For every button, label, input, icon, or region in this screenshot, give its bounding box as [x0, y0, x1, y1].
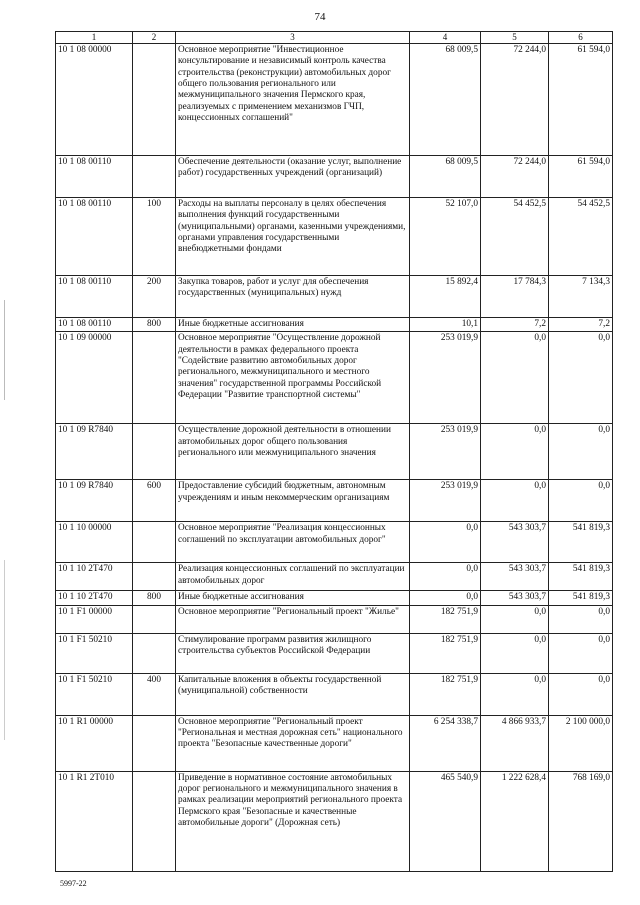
table-row [56, 480, 613, 522]
table-row [56, 275, 613, 317]
amount-year1-cell: 68 009,5 [410, 43, 481, 155]
table-row [56, 715, 613, 771]
item-name-cell: Предоставление субсидий бюджетным, автономным учреждениям и иным некоммерческим организациям [176, 480, 410, 522]
amount-year2-cell: 7,2 [481, 317, 549, 331]
item-name-cell: Основное мероприятие "Региональный проект "Жилье" [176, 605, 410, 633]
table-row [56, 317, 613, 331]
amount-year3-cell: 7 134,3 [549, 275, 613, 317]
amount-year2-cell: 0,0 [481, 673, 549, 715]
budget-code-cell: 10 1 F1 50210 [56, 633, 133, 673]
budget-code-cell: 10 1 F1 50210 [56, 673, 133, 715]
amount-year1-cell: 465 540,9 [410, 771, 481, 871]
item-name-cell: Иные бюджетные ассигнования [176, 591, 410, 605]
expense-type-cell: 200 [133, 275, 176, 317]
amount-year1-cell: 68 009,5 [410, 155, 481, 197]
expense-type-cell: 800 [133, 317, 176, 331]
column-header: 2 [133, 32, 176, 44]
expense-type-cell: 400 [133, 673, 176, 715]
budget-code-cell: 10 1 F1 00000 [56, 605, 133, 633]
expense-type-cell [133, 715, 176, 771]
expense-type-cell: 800 [133, 591, 176, 605]
amount-year3-cell: 0,0 [549, 424, 613, 480]
column-header: 6 [549, 32, 613, 44]
expense-type-cell [133, 332, 176, 424]
amount-year1-cell: 182 751,9 [410, 673, 481, 715]
budget-code-cell: 10 1 09 R7840 [56, 424, 133, 480]
amount-year2-cell: 543 303,7 [481, 563, 549, 591]
budget-code-cell: 10 1 10 2Т470 [56, 591, 133, 605]
item-name-cell: Осуществление дорожной деятельности в отношении автомобильных дорог общего пользования регионального или межмуниципального значения [176, 424, 410, 480]
amount-year3-cell: 541 819,3 [549, 522, 613, 563]
amount-year1-cell: 0,0 [410, 522, 481, 563]
column-header: 5 [481, 32, 549, 44]
amount-year1-cell: 182 751,9 [410, 633, 481, 673]
budget-code-cell: 10 1 08 00110 [56, 275, 133, 317]
amount-year3-cell: 0,0 [549, 332, 613, 424]
item-name-cell: Приведение в нормативное состояние автомобильных дорог регионального и межмуниципального значения в рамках реализации мероприятий регионального проекта Пермского края "Безопасные и качественные автомобильные дороги" (Дорожная сеть) [176, 771, 410, 871]
item-name-cell: Основное мероприятие "Региональный проект "Региональная и местная дорожная сеть" национального проекта "Безопасные качественные дороги" [176, 715, 410, 771]
amount-year3-cell: 0,0 [549, 605, 613, 633]
table-row [56, 197, 613, 275]
expense-type-cell: 600 [133, 480, 176, 522]
budget-code-cell: 10 1 08 00110 [56, 317, 133, 331]
amount-year2-cell: 0,0 [481, 633, 549, 673]
table-row [56, 633, 613, 673]
table-row [56, 673, 613, 715]
budget-code-cell: 10 1 10 00000 [56, 522, 133, 563]
expense-type-cell [133, 424, 176, 480]
amount-year2-cell: 72 244,0 [481, 43, 549, 155]
scan-margin-mark [4, 560, 7, 740]
budget-code-cell: 10 1 08 00110 [56, 197, 133, 275]
item-name-cell: Стимулирование программ развития жилищного строительства субъектов Российской Федерации [176, 633, 410, 673]
amount-year2-cell: 0,0 [481, 480, 549, 522]
item-name-cell: Иные бюджетные ассигнования [176, 317, 410, 331]
table-row [56, 771, 613, 871]
budget-table [55, 31, 613, 872]
budget-code-cell: 10 1 09 R7840 [56, 480, 133, 522]
amount-year1-cell: 0,0 [410, 563, 481, 591]
table-row [56, 563, 613, 591]
amount-year3-cell: 541 819,3 [549, 591, 613, 605]
amount-year1-cell: 0,0 [410, 591, 481, 605]
amount-year1-cell: 6 254 338,7 [410, 715, 481, 771]
amount-year1-cell: 253 019,9 [410, 332, 481, 424]
amount-year2-cell: 17 784,3 [481, 275, 549, 317]
amount-year3-cell: 541 819,3 [549, 563, 613, 591]
item-name-cell: Закупка товаров, работ и услуг для обеспечения государственных (муниципальных) нужд [176, 275, 410, 317]
amount-year3-cell: 54 452,5 [549, 197, 613, 275]
expense-type-cell [133, 563, 176, 591]
amount-year3-cell: 2 100 000,0 [549, 715, 613, 771]
item-name-cell: Основное мероприятие "Реализация концессионных соглашений по эксплуатации автомобильных дорог" [176, 522, 410, 563]
expense-type-cell [133, 155, 176, 197]
amount-year3-cell: 0,0 [549, 480, 613, 522]
item-name-cell: Расходы на выплаты персоналу в целях обеспечения выполнения функций государственными (муниципальными) органами, казенными учреждениями, органами управления государственными внебюджетными фондами [176, 197, 410, 275]
amount-year3-cell: 7,2 [549, 317, 613, 331]
item-name-cell: Капитальные вложения в объекты государственной (муниципальной) собственности [176, 673, 410, 715]
column-header: 3 [176, 32, 410, 44]
table-row [56, 155, 613, 197]
table-row [56, 43, 613, 155]
budget-code-cell: 10 1 08 00000 [56, 43, 133, 155]
table-row [56, 591, 613, 605]
table-row [56, 424, 613, 480]
budget-code-cell: 10 1 10 2Т470 [56, 563, 133, 591]
table-header-row [56, 32, 613, 44]
expense-type-cell [133, 522, 176, 563]
table-row [56, 332, 613, 424]
amount-year1-cell: 253 019,9 [410, 424, 481, 480]
expense-type-cell [133, 43, 176, 155]
item-name-cell: Обеспечение деятельности (оказание услуг, выполнение работ) государственных учреждений (организаций) [176, 155, 410, 197]
page-number: 74 [314, 11, 326, 23]
item-name-cell: Основное мероприятие "Осуществление дорожной деятельности в рамках федерального проекта "Содействие развитию автомобильных дорог регионального, межмуниципального и местного значения" государственной программы Российской Федерации "Развитие транспортной системы" [176, 332, 410, 424]
amount-year1-cell: 253 019,9 [410, 480, 481, 522]
amount-year3-cell: 0,0 [549, 633, 613, 673]
budget-code-cell: 10 1 08 00110 [56, 155, 133, 197]
amount-year1-cell: 15 892,4 [410, 275, 481, 317]
amount-year2-cell: 0,0 [481, 424, 549, 480]
item-name-cell: Основное мероприятие "Инвестиционное консультирование и независимый контроль качества строительства (реконструкции) автомобильных дорог общего пользования регионального или межмуниципального значения Пермского края, реализуемых с применением механизмов ГЧП, концессионных соглашений" [176, 43, 410, 155]
budget-code-cell: 10 1 09 00000 [56, 332, 133, 424]
amount-year3-cell: 61 594,0 [549, 43, 613, 155]
amount-year2-cell: 0,0 [481, 605, 549, 633]
amount-year3-cell: 768 169,0 [549, 771, 613, 871]
amount-year1-cell: 52 107,0 [410, 197, 481, 275]
amount-year3-cell: 0,0 [549, 673, 613, 715]
amount-year2-cell: 4 866 933,7 [481, 715, 549, 771]
scan-margin-mark [4, 300, 7, 400]
budget-code-cell: 10 1 R1 2Т010 [56, 771, 133, 871]
item-name-cell: Реализация концессионных соглашений по эксплуатации автомобильных дорог [176, 563, 410, 591]
amount-year3-cell: 61 594,0 [549, 155, 613, 197]
amount-year2-cell: 543 303,7 [481, 522, 549, 563]
document-code: 5997-22 [60, 879, 87, 888]
column-header: 1 [56, 32, 133, 44]
expense-type-cell [133, 605, 176, 633]
amount-year2-cell: 54 452,5 [481, 197, 549, 275]
table-row [56, 522, 613, 563]
amount-year1-cell: 10,1 [410, 317, 481, 331]
expense-type-cell [133, 633, 176, 673]
expense-type-cell: 100 [133, 197, 176, 275]
amount-year2-cell: 543 303,7 [481, 591, 549, 605]
budget-code-cell: 10 1 R1 00000 [56, 715, 133, 771]
amount-year2-cell: 1 222 628,4 [481, 771, 549, 871]
amount-year2-cell: 0,0 [481, 332, 549, 424]
table-row [56, 605, 613, 633]
column-header: 4 [410, 32, 481, 44]
amount-year2-cell: 72 244,0 [481, 155, 549, 197]
expense-type-cell [133, 771, 176, 871]
amount-year1-cell: 182 751,9 [410, 605, 481, 633]
